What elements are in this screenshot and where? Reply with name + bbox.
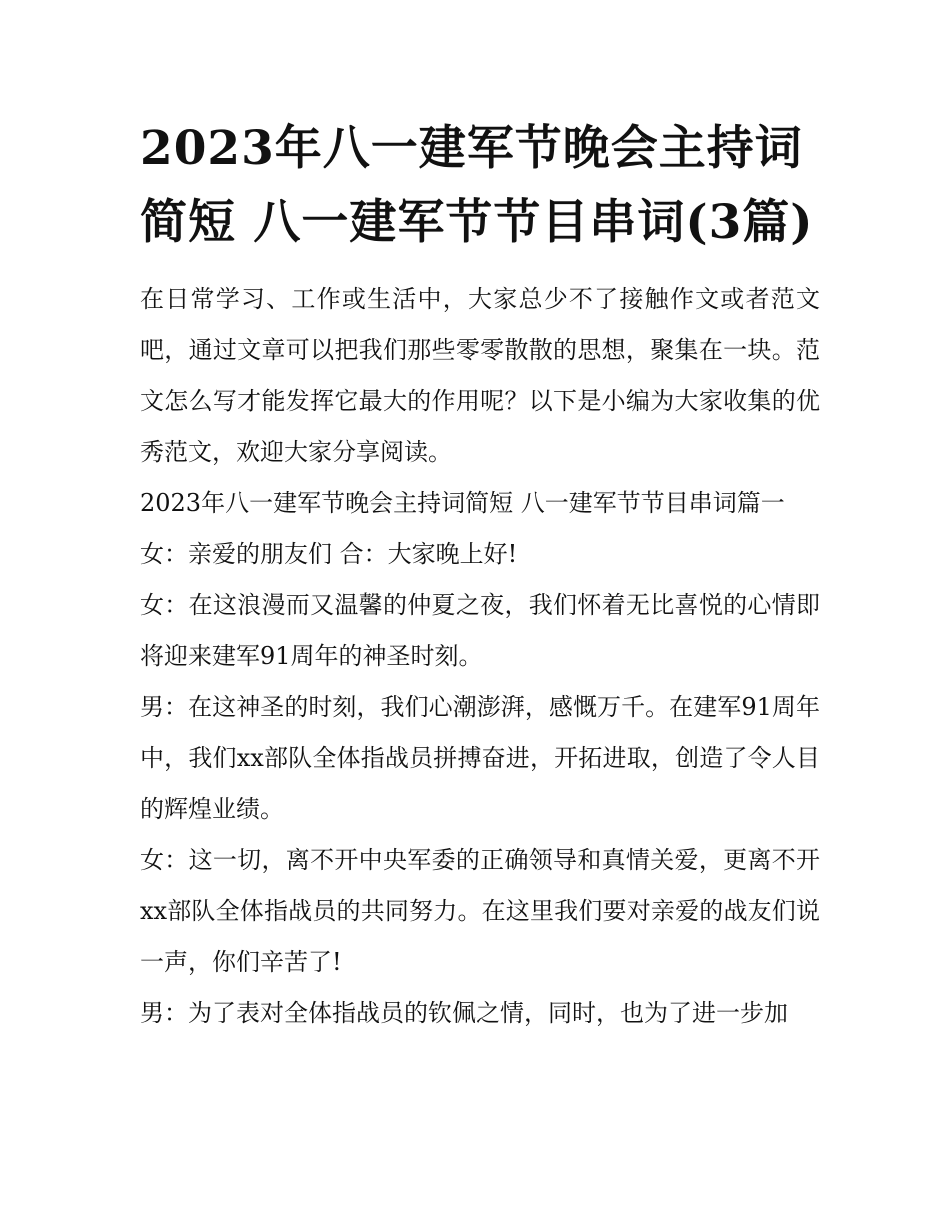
document-title: 2023年八一建军节晚会主持词简短 八一建军节节目串词(3篇) — [140, 121, 814, 250]
document-page — [140, 112, 820, 1039]
script-line: 男：为了表对全体指战员的钦佩之情，同时，也为了进一步加 — [140, 999, 788, 1027]
section-heading: 2023年八一建军节晚会主持词简短 八一建军节节目串词篇一 — [140, 489, 785, 517]
script-line: 男：在这神圣的时刻，我们心潮澎湃，感慨万千。在建军91周年中，我们xx部队全体指战员拼搏奋进，开拓进取，创造了令人目的辉煌业绩。 — [140, 693, 820, 823]
script-line: 女：在这浪漫而又温馨的仲夏之夜，我们怀着无比喜悦的心情即将迎来建军91周年的神圣时刻。 — [140, 591, 820, 670]
intro-paragraph: 在日常学习、工作或生活中，大家总少不了接触作文或者范文吧，通过文章可以把我们那些零零散散的思想，聚集在一块。范文怎么写才能发挥它最大的作用呢？以下是小编为大家收集的优秀范文，欢迎大家分享阅读。 — [140, 285, 820, 466]
script-line: 女：这一切，离不开中央军委的正确领导和真情关爱，更离不开xx部队全体指战员的共同努力。在这里我们要对亲爱的战友们说一声，你们辛苦了! — [140, 846, 820, 976]
script-line: 女：亲爱的朋友们 合：大家晚上好! — [140, 540, 518, 568]
